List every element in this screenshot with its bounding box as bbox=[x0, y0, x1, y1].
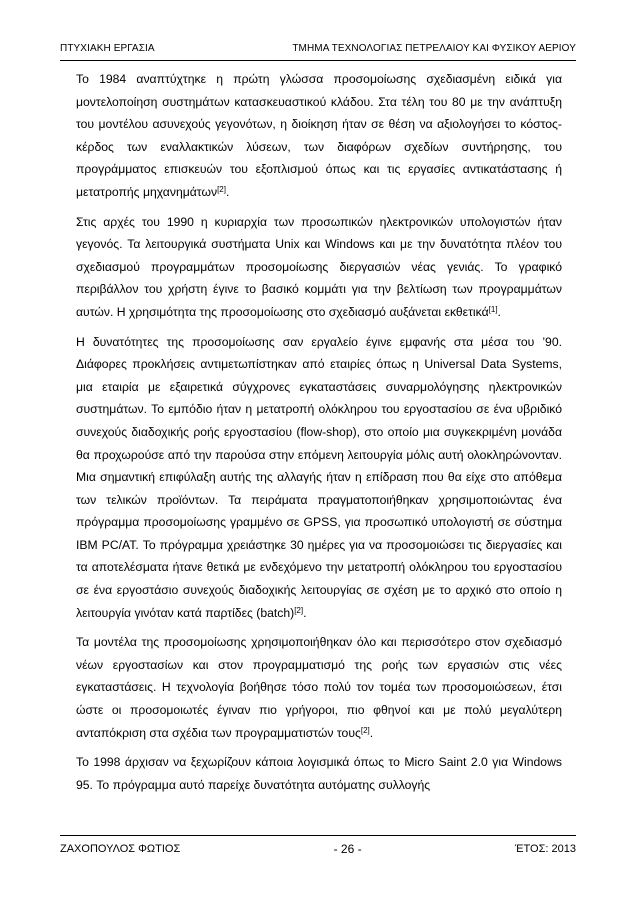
body-text bbox=[76, 68, 562, 803]
page-number: - 26 - bbox=[333, 842, 362, 856]
paragraph-text: Στις αρχές του 1990 η κυριαρχία των προσωπικών ηλεκτρονικών υπολογιστών ήταν γεγονός. Τα λειτουργικά συστήματα Unix και Windows και με την δυνατότητα πλέον του σχεδιασμού προγραμμάτων προσομοίωσης διεργασιών νέας γενιάς. Το γραφικό περιβάλλον του χρήστη έγινε το βασικό κομμάτι για την βελτίωση των προγραμμάτων αυτών. Η χρησιμότητα της προσομοίωσης στο σχεδιασμό αυξάνεται εκθετικά bbox=[76, 214, 562, 319]
header-thesis-title: ΠΤΥΧΙΑΚΗ ΕΡΓΑΣΙΑ bbox=[60, 43, 155, 54]
paragraph bbox=[76, 331, 562, 625]
paragraph-end: . bbox=[225, 184, 230, 199]
header-department: ΤΜΗΜΑ ΤΕΧΝΟΛΟΓΙΑΣ ΠΕΤΡΕΛΑΙΟΥ ΚΑΙ ΦΥΣΙΚΟΥ ΑΕΡΙΟΥ bbox=[292, 43, 576, 54]
paragraph bbox=[76, 751, 562, 796]
citation-ref: [2] bbox=[360, 725, 370, 735]
paragraph bbox=[76, 211, 562, 324]
paragraph-text: Το 1998 άρχισαν να ξεχωρίζουν κάποια λογισμικά όπως το Micro Saint 2.0 για Windows 95. Το πρόγραμμα αυτό παρείχε δυνατότητα αυτόματης συλλογής bbox=[76, 755, 562, 792]
paragraph-text: Τα μοντέλα της προσομοίωσης χρησιμοποιήθηκαν όλο και περισσότερο στον σχεδιασμό νέων εργοστασίων και στον προγραμματισμό της ροής των εργασιών στις νέες εγκαταστάσεις. Η τεχνολογία βοήθησε τόσο πολύ τον τομέα των προσομοιώσεων, έτσι ώστε οι προσομοιωτές έγιναν πιο γρήγοροι, πιο φθηνοί και με πολύ μεγαλύτερη ανταπόκριση στα σχέδια των προγραμματιστών τους bbox=[76, 635, 562, 740]
paragraph bbox=[76, 631, 562, 744]
citation-ref: [2] bbox=[217, 184, 226, 194]
paragraph-text: Η δυνατότητες της προσομοίωσης σαν εργαλείο έγινε εμφανής στα μέσα του ’90. Διάφορες προκλήσεις αντιμετωπίστηκαν από εταιρίες όπως η Universal Data Systems, μια εταιρία με εξαιρετικά σύγχρονες εγκαταστάσεις συναρμολόγησης ηλεκτρονικών συστημάτων. Το εμπόδιο ήταν η μετατροπή ολόκληρου του εργοστασίου σε ένα υβριδικό συνεχούς διαδοχικής ροής εργοστασίου (flow-shop), στο οποίο μια συγκεκριμένη μονάδα θα προχωρούσε από την παρούσα στην επόμενη λειτουργία μόλις αυτή ολοκληρώνονταν. Μια σημαντική επιφύλαξη αυτής της αλλαγής ήταν η επίδραση που θα είχε στο απόθεμα των τελικών προϊόντων. Τα πειράματα πραγματοποιήθηκαν χρησιμοποιώντας ένα πρόγραμμα προσομοίωσης γραμμένο σε GPSS, για προσωπικό υπολογιστή σε σύστημα IBM PC/AT. Το πρόγραμμα χρειάστηκε 30 ημέρες για να προσομοιώσει τις διεργασίες και τα αποτελέσματα ήτανε θετικά με ενδεχόμενο την μετατροπή ολόκληρου του εργοστασίου σε ένα εργοστάσιο συνεχούς διαδοχικής λειτουργίας σε σχέση με το αρχικό στο οποίο η λειτουργία γινόταν κατά παρτίδες (batch) bbox=[76, 334, 562, 620]
paragraph-end: . bbox=[369, 725, 374, 740]
citation-ref: [1] bbox=[488, 304, 498, 314]
footer-author: ΖΑΧΟΠΟΥΛΟΣ ΦΩΤΙΟΣ bbox=[60, 843, 181, 855]
page-header bbox=[60, 43, 576, 61]
paragraph-end: . bbox=[497, 304, 501, 319]
page-footer bbox=[60, 835, 576, 856]
citation-ref: [2] bbox=[294, 605, 304, 615]
paragraph bbox=[76, 68, 562, 204]
footer-year: ΈΤΟΣ: 2013 bbox=[514, 843, 576, 855]
paragraph-text: Το 1984 αναπτύχτηκε η πρώτη γλώσσα προσομοίωσης σχεδιασμένη ειδικά για μοντελοποίηση συστημάτων κατασκευαστικού κλάδου. Στα τέλη του 80 με την ανάπτυξη του μοντέλου ασυνεχούς γεγονότων, η διοίκηση ήταν σε θέση να αξιολογήσει το κόστος-κέρδος των εναλλακτικών λύσεων, των διαφόρων σχεδίων συντήρησης, του προγράμματος επισκευών του εξοπλισμού όπως και τις εργασίες αντικατάστασης ή μετατροπής μηχανημάτων bbox=[76, 72, 562, 199]
paragraph-end: . bbox=[303, 605, 307, 620]
